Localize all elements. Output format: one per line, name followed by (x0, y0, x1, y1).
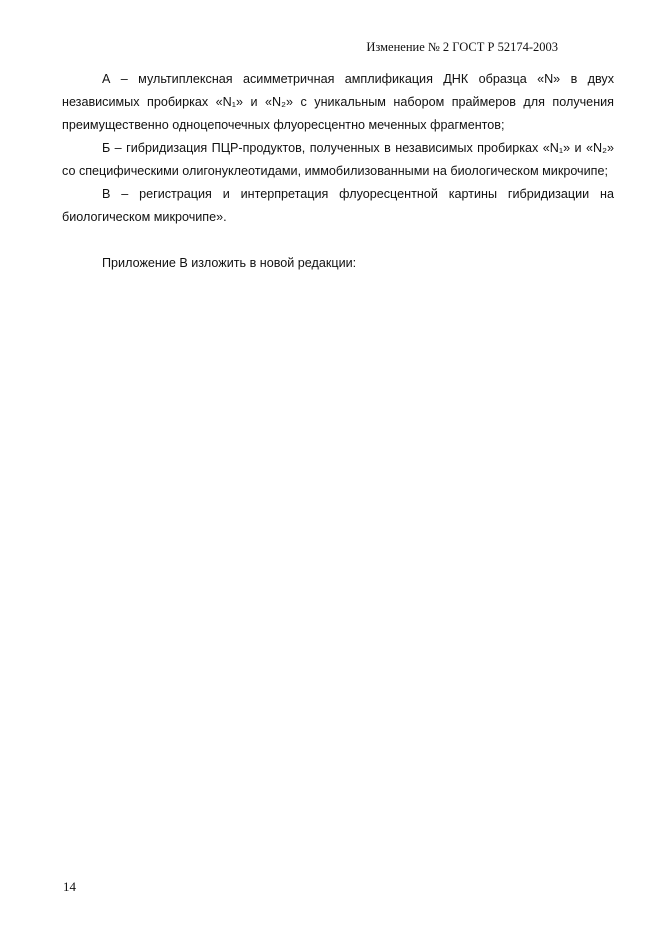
document-body (62, 68, 614, 275)
appendix-note: Приложение В изложить в новой редакции: (102, 256, 357, 270)
document-header: Изменение № 2 ГОСТ Р 52174-2003 (366, 40, 558, 54)
paragraph-a: А – мультиплексная асимметричная амплификация ДНК образца «N» в двух независимых пробирках «N₁» и «N₂» с уникальным набором праймеров для получения преимущественно одноцепочечных флуоресцентно меченных фрагментов; (62, 72, 614, 132)
page-number: 14 (63, 879, 76, 894)
paragraph-b: Б – гибридизация ПЦР-продуктов, полученных в независимых пробирках «N₁» и «N₂» со специфическими олигонуклеотидами, иммобилизованными на биологическом микрочипе; (62, 141, 614, 178)
paragraph-c: В – регистрация и интерпретация флуоресцентной картины гибридизации на биологическом микрочипе». (62, 187, 614, 224)
